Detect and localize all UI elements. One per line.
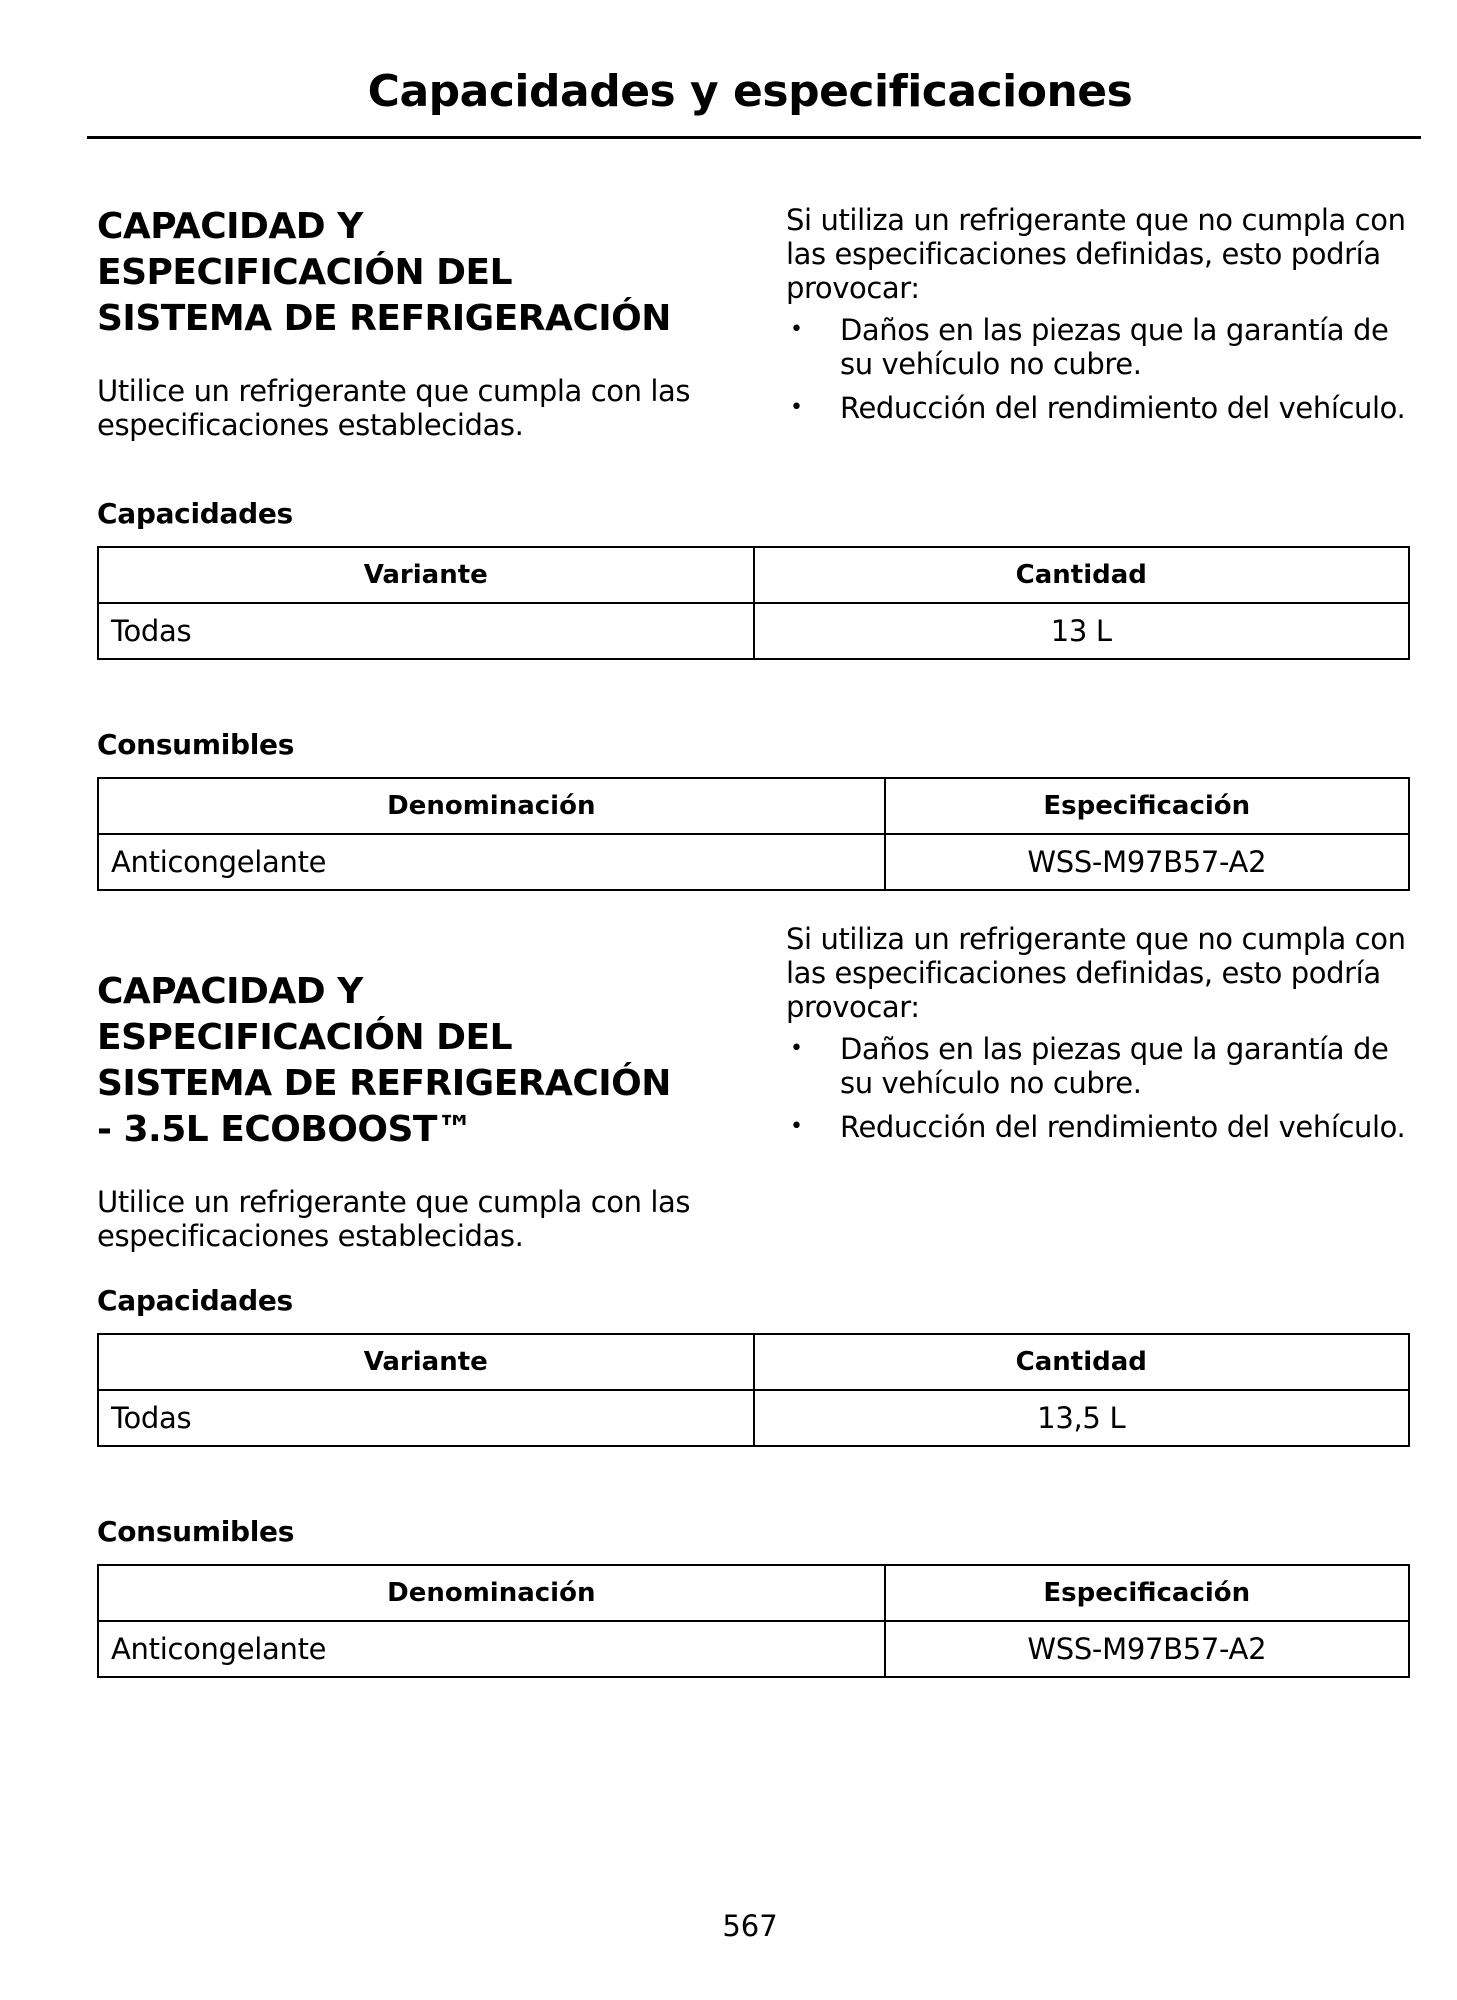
table-header-row <box>98 778 1409 834</box>
cell-variante: Todas <box>98 603 754 659</box>
table-row <box>98 834 1409 890</box>
cell-especificacion: WSS-M97B57-A2 <box>885 1621 1409 1677</box>
cell-especificacion: WSS-M97B57-A2 <box>885 834 1409 890</box>
section-1-warning: Si utiliza un refrigerante que no cumpla con las especificaciones definidas, esto podría provocar: <box>786 203 1406 305</box>
table-row <box>98 603 1409 659</box>
section-1-capacities-label: Capacidades <box>97 497 293 530</box>
section-1-heading-line-1: CAPACIDAD Y <box>97 206 363 247</box>
column-header-variante: Variante <box>98 547 754 603</box>
section-2-heading-line-3: SISTEMA DE REFRIGERACIÓN <box>97 1063 671 1104</box>
bullet-icon: • <box>790 317 803 342</box>
section-2-intro: Utilice un refrigerante que cumpla con las especificaciones establecidas. <box>97 1185 691 1253</box>
list-item <box>786 1110 1426 1144</box>
section-1-bullet-list <box>786 313 1426 425</box>
section-2-bullet-list <box>786 1032 1426 1144</box>
column-header-especificacion: Especificación <box>885 778 1409 834</box>
page-number: 567 <box>722 1909 778 1943</box>
section-2-consumables-label: Consumibles <box>97 1515 295 1548</box>
section-2-capacities-table <box>97 1333 1410 1447</box>
bullet-icon: • <box>790 1036 803 1061</box>
section-2-heading-line-4: - 3.5L ECOBOOST™ <box>97 1109 473 1150</box>
bullet-text: Daños en las piezas que la garantía de su vehículo no cubre. <box>840 313 1389 381</box>
section-1-heading-line-3: SISTEMA DE REFRIGERACIÓN <box>97 298 671 339</box>
cell-variante: Todas <box>98 1390 754 1446</box>
column-header-especificacion: Especificación <box>885 1565 1409 1621</box>
column-header-cantidad: Cantidad <box>754 1334 1410 1390</box>
cell-denominacion: Anticongelante <box>98 834 885 890</box>
section-1-heading-line-2: ESPECIFICACIÓN DEL <box>97 252 513 293</box>
table-header-row <box>98 1565 1409 1621</box>
cell-denominacion: Anticongelante <box>98 1621 885 1677</box>
section-1-left-column <box>97 204 737 442</box>
bullet-text: Reducción del rendimiento del vehículo. <box>840 1110 1406 1144</box>
section-1-capacities-table <box>97 546 1410 660</box>
cell-cantidad: 13,5 L <box>754 1390 1410 1446</box>
bullet-text: Reducción del rendimiento del vehículo. <box>840 391 1406 425</box>
column-header-variante: Variante <box>98 1334 754 1390</box>
section-2-right-column <box>786 922 1426 1154</box>
bullet-text: Daños en las piezas que la garantía de su vehículo no cubre. <box>840 1032 1389 1100</box>
section-2-warning: Si utiliza un refrigerante que no cumpla con las especificaciones definidas, esto podría provocar: <box>786 922 1406 1024</box>
list-item <box>786 391 1426 425</box>
column-header-cantidad: Cantidad <box>754 547 1410 603</box>
section-1-intro: Utilice un refrigerante que cumpla con las especificaciones establecidas. <box>97 374 691 442</box>
section-1-consumables-label: Consumibles <box>97 728 295 761</box>
section-2-left-column <box>97 969 737 1253</box>
cell-cantidad: 13 L <box>754 603 1410 659</box>
column-header-denominacion: Denominación <box>98 778 885 834</box>
table-header-row <box>98 1334 1409 1390</box>
list-item <box>786 1032 1426 1100</box>
page-title: Capacidades y especificaciones <box>367 66 1133 117</box>
list-item <box>786 313 1426 381</box>
bullet-icon: • <box>790 1114 803 1139</box>
section-1-heading <box>97 204 737 342</box>
column-header-denominacion: Denominación <box>98 1565 885 1621</box>
table-row <box>98 1621 1409 1677</box>
section-2-heading-line-2: ESPECIFICACIÓN DEL <box>97 1017 513 1058</box>
title-rule <box>87 136 1421 139</box>
table-header-row <box>98 547 1409 603</box>
section-2-capacities-label: Capacidades <box>97 1284 293 1317</box>
section-2-heading-line-1: CAPACIDAD Y <box>97 971 363 1012</box>
section-1-right-column <box>786 203 1426 435</box>
table-row <box>98 1390 1409 1446</box>
section-1-consumables-table <box>97 777 1410 891</box>
bullet-icon: • <box>790 395 803 420</box>
section-2-consumables-table <box>97 1564 1410 1678</box>
section-2-heading <box>97 969 737 1153</box>
